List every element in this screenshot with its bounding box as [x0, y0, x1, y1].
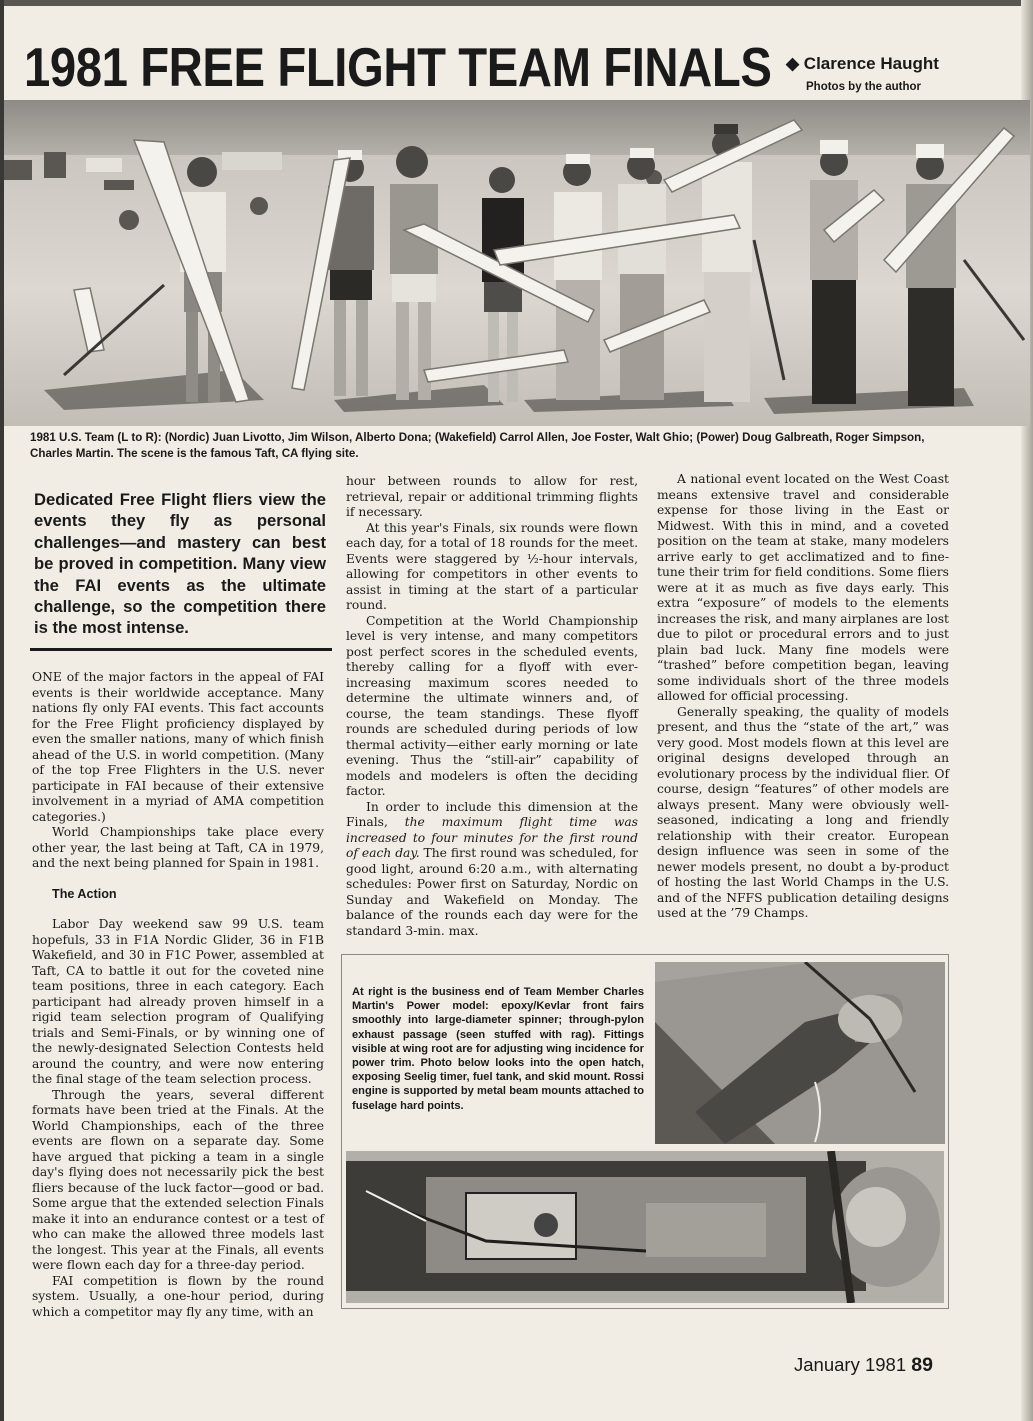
left-column	[32, 670, 324, 1320]
lead-divider	[30, 648, 332, 651]
emphasized-text: the maximum flight time was increased to four minutes for the first round of each day.	[346, 815, 638, 860]
page-footer	[794, 1354, 933, 1377]
middle-paragraph: At this year's Finals, six rounds were flown each day, for a total of 18 rounds for the meet. Events were staggered by ½-hour intervals, allowing for competitors in other events to assist in timing at the start of a particular round.	[346, 520, 638, 612]
issue-date: January 1981	[794, 1354, 907, 1375]
team-photo	[4, 100, 1030, 426]
left-paragraph: ONE of the major factors in the appeal of FAI events is their worldwide acceptance. Many nations fly only FAI events. This fact accounts for the Free Flight proficiency displayed by even the smaller nations, many of which finish ahead of the U.S. in world competition. (Many of the top Free Flighters in the U.S. never participate in FAI because of their extensive involvement in a myriad of AMA competition categories.)	[32, 670, 324, 824]
middle-text: The first round was scheduled, for good light, around 6:20 a.m., with alternating schedules: Power first on Saturday, Nordic on Sunday and Wakefield on Monday. The balance of the rounds each day were for the standard 3-min. max.	[346, 846, 638, 938]
left-paragraph: Labor Day weekend saw 99 U.S. team hopefuls, 33 in F1A Nordic Glider, 36 in F1B Wakefield, and 30 in F1C Power, assembled at Taft, CA to battle it out for the coveted nine team positions, three in each category. Each participant had already proven himself in a rigid team selection program of Qualifying trials and Semi-Finals, or by winning one of the newly-designated Selection Contests held around the country, and were now entering the final stage of the team selection process.	[32, 917, 324, 1086]
photo-credit: Photos by the author	[806, 81, 921, 93]
left-paragraph: FAI competition is flown by the round system. Usually, a one-hour period, during which a competitor may fly any time, with an	[32, 1273, 324, 1319]
middle-paragraph: Competition at the World Championship level is very intense, and many competitors post perfect scores in the scheduled events, thereby calling for a flyoff with ever-increasing maximum scores needed to determine the ultimate winners and, of course, the team standings. These flyoff rounds are scheduled during periods of low thermal activity—either early morning or late evening. Thus the “still-air” capability of models and modelers is often the deciding factor.	[346, 613, 638, 798]
author-byline: ◆ Clarence Haught	[786, 54, 939, 73]
team-photo-caption: 1981 U.S. Team (L to R): (Nordic) Juan Livotto, Jim Wilson, Alberto Dona; (Wakefield) Carrol Allen, Joe Foster, Walt Ghio; (Power) Doug Galbreath, Roger Simpson, Charles Martin. The scene is the famous Taft, CA flying site.	[30, 431, 925, 460]
article-title: 1981 FREE FLIGHT TEAM FINALS	[24, 36, 772, 98]
hatch-photo	[346, 1151, 944, 1303]
middle-text: In order to include this dimension at the Finals,	[346, 799, 638, 829]
right-paragraph: A national event located on the West Coast means extensive travel and considerable expense for those living in the East or Midwest. With this in mind, and a coveted position on the team at stake, many modelers arrive early to get acclimatized and to fine-tune their trim for field conditions. Some fliers were at it as much as five days early. This extra “exposure” of models to the elements increases the risk, and many airplanes are lost due to pilot or procedural errors and to just plain bad luck. Many fine models were “trashed” before competition began, leaving some individuals short of the three models allowed for official processing.	[657, 472, 949, 703]
lead-paragraph: Dedicated Free Flight fliers view the events they fly as personal challenges—and mastery can best be proved in competition. Many view the FAI events as the ultimate challenge, so the competition there is the most intense.	[34, 490, 326, 638]
page-number: 89	[911, 1354, 933, 1376]
middle-paragraph: hour between rounds to allow for rest, retrieval, repair or additional trimming flights if necessary.	[346, 474, 638, 519]
left-paragraph: Through the years, several different formats have been tried at the Finals. At the World Championships, each of the three events are flown on a separate day. Some have argued that picking a team in a single day's flying does not necessarily pick the best fliers because of the luck factor—good or bad. Some argue that the extended selection Finals make it into an endurance contest or a test of who can make the allowed three models last the longest. This year at the Finals, all events were flown each day for a three-day period.	[32, 1087, 324, 1272]
middle-paragraph	[346, 800, 638, 940]
right-paragraph: Generally speaking, the quality of models present, and thus the “state of the art,” was very good. Most models flown at this level are original designs developed through an evolutionary process by the individual flier. Of course, design “features” of other models are always present. Many were obviously well-seasoned, indicating a long and friendly relationship with their creator. European design influence was seen in some of the newer models present, no doubt a by-product of hosting the last World Champs in the U.S. and of the NFFS publication detailing designs used at the ’79 Champs.	[657, 704, 949, 920]
left-paragraph: World Championships take place every other year, the last being at Taft, CA in 1979, and the next being planned for Spain in 1981.	[32, 825, 324, 870]
page-edge-top	[0, 0, 1033, 6]
right-column	[657, 472, 949, 922]
inset-caption: At right is the business end of Team Member Charles Martin's Power model: epoxy/Kevlar front fairs smoothly into large-diameter spinner; through-pylon exhaust passage (seen stuffed with rag). Fittings visible at wing root are for adjusting wing incidence for power trim. Photo below looks into the open hatch, exposing Seelig timer, fuel tank, and skid mount. Rossi engine is supported by metal beam mounts attached to fuselage hard points.	[352, 986, 644, 1112]
spinner-photo	[655, 962, 945, 1144]
section-heading: The Action	[52, 886, 117, 901]
middle-column	[346, 474, 638, 939]
